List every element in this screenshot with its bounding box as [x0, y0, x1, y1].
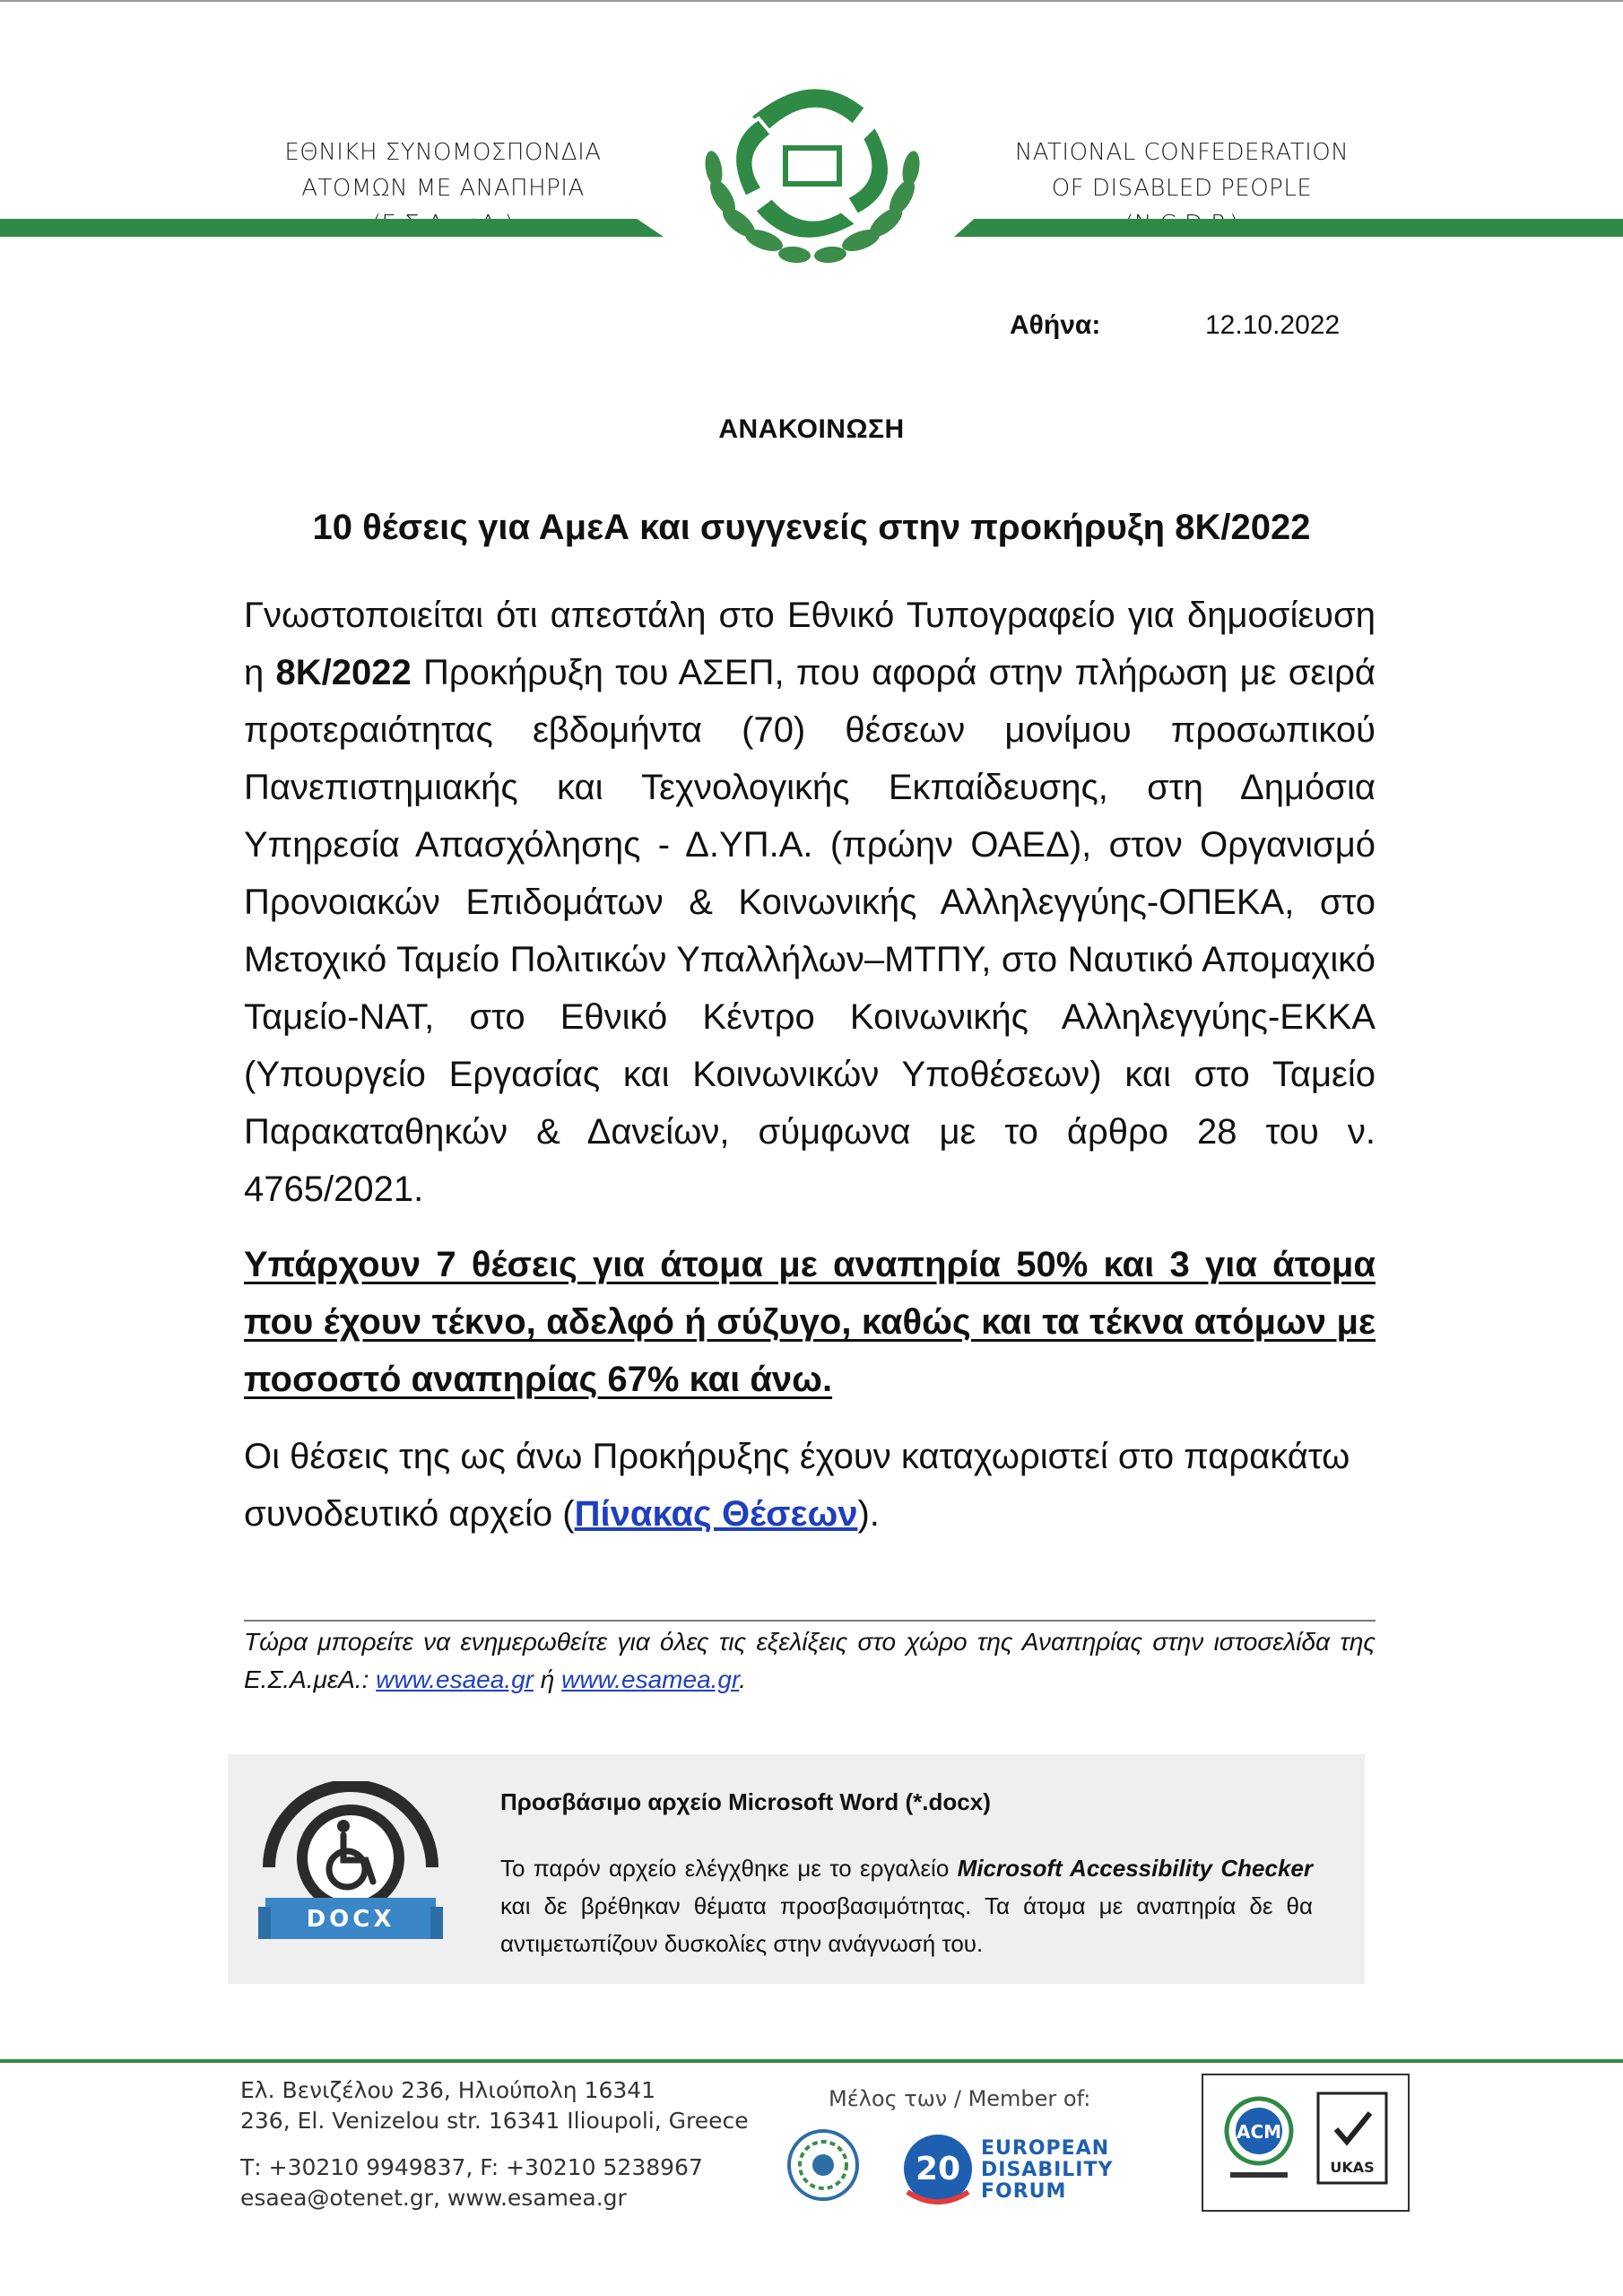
footer-phone-fax: Τ: +30210 9949837, F: +30210 5238967 [240, 2154, 703, 2180]
p1-text-start: Γνωστοποιείται ότι απεστάλη στο Εθνικό Τυπογραφείο για δημοσίευση η [244, 596, 1376, 692]
header-band-left [0, 219, 664, 237]
note-text-end: . [739, 1665, 747, 1693]
org-name-english-line1: NATIONAL CONFEDERATION [1014, 139, 1350, 166]
positions-table-link[interactable]: Πίνακας Θέσεων [574, 1494, 858, 1534]
european-disability-forum-logo [898, 2129, 1114, 2210]
announcement-label: ΑΝΑΚΟΙΝΩΣΗ [718, 414, 905, 444]
p1-text-end: Προκήρυξη του ΑΣΕΠ, που αφορά στην πλήρωση με σειρά προτεραιότητας εβδομήντα (70) θέσεων μονίμου προσωπικού Πανεπιστημιακής και Τεχνολογικής Εκπαίδευσης, στη Δημόσια Υπηρεσία Απασχόλησης - Δ.ΥΠ.Α. (πρώην ΟΑΕΔ), στον Οργανισμό Προνοιακών Επιδομάτων & Κοινωνικής Αλληλεγγύης-ΟΠΕΚΑ, στο Μετοχικό Ταμείο Πολιτικών Υπαλλήλων–ΜΤΠΥ, στο Ναυτικό Απομαχικό Ταμείο-ΝΑΤ, στο Εθνικό Κέντρο Κοινωνικής Αλληλεγγύης-ΕΚΚΑ (Υπουργείο Εργασίας και Κοινωνικών Υποθέσεων) και στο Ταμείο Παρακαταθηκών & Δανείων, σύμφωνα με το άρθρο 28 του ν. 4765/2021. [244, 653, 1376, 1209]
note-text-or: ή [534, 1665, 562, 1693]
esaea-link[interactable]: www.esaea.gr [376, 1665, 534, 1693]
org-name-english-line2: OF DISABLED PEOPLE [1051, 175, 1313, 202]
date-label: Αθήνα: [1010, 310, 1101, 340]
footer-address-english: 236, El. Venizelou str. 16341 Ilioupoli, Greece [240, 2108, 749, 2134]
edf-name-line3: FORUM [981, 2180, 1067, 2203]
accessibility-checker-name: Microsoft Accessibility Checker [957, 1855, 1313, 1882]
members-label: Μέλος των / Member of: [829, 2086, 1091, 2111]
headline: 10 θέσεις για ΑμεΑ και συγγενείς στην προκήρυξη 8Κ/2022 [312, 508, 1311, 547]
org-name-greek-line2: ΑΤΟΜΩΝ ΜΕ ΑΝΑΠΗΡΙΑ [301, 175, 585, 202]
accessibility-text-start: Το παρόν αρχείο ελέγχθηκε με το εργαλείο [500, 1855, 958, 1882]
certification-logos-icon [1203, 2075, 1408, 2210]
header-band-right [954, 219, 1623, 237]
note-text-start: Τώρα μπορείτε να ενημερωθείτε για όλες τις εξελίξεις στο χώρο της Αναπηρίας στην ιστοσελίδα της Ε.Σ.Α.μεΑ.: [244, 1628, 1376, 1693]
accessibility-text-end: και δε βρέθηκαν θέματα προσβασιμότητας. Τα άτομα με αναπηρία δε θα αντιμετωπίζουν δυσκολίες στην ανάγνωσή του. [500, 1892, 1313, 1957]
accessibility-text [500, 1849, 1313, 1962]
org-name-greek-line1: ΕΘΝΙΚΗ ΣΥΝΟΜΟΣΠΟΝΔΙΑ [284, 139, 602, 166]
date-value: 12.10.2022 [1205, 310, 1341, 340]
footer-email-web: esaea@otenet.gr, www.esamea.gr [240, 2185, 627, 2211]
body-paragraph-highlight: Υπάρχουν 7 θέσεις για άτομα με αναπηρία 50% και 3 για άτομα που έχουν τέκνο, αδελφό ή σύζυγο, καθώς και τα τέκνα ατόμων με ποσοστό αναπηρίας 67% και άνω. [244, 1245, 1376, 1399]
website-note [244, 1623, 1376, 1699]
docx-badge-label: DOCX [306, 1906, 395, 1933]
top-border [0, 0, 1623, 2]
wheelchair-accessibility-icon [258, 1781, 443, 1952]
edf-name-line2: DISABILITY [981, 2159, 1114, 2181]
edf-number: 20 [915, 2151, 961, 2187]
footer-divider [0, 2059, 1623, 2063]
body-paragraph-3 [244, 1428, 1376, 1543]
note-divider [244, 1620, 1376, 1622]
acm-label: ACM [1236, 2121, 1282, 2143]
accessibility-title: Προσβάσιμο αρχείο Microsoft Word (*.docx) [500, 1788, 991, 1815]
esamea-link[interactable]: www.esamea.gr [561, 1665, 740, 1693]
member-org-seal-icon [785, 2127, 861, 2203]
edf-name-line1: EUROPEAN [981, 2137, 1110, 2160]
p3-text-start: Οι θέσεις της ως άνω Προκήρυξης έχουν καταχωριστεί στο παρακάτω συνοδευτικό αρχείο ( [244, 1437, 1350, 1534]
p1-notice-code: 8Κ/2022 [275, 653, 412, 692]
p3-text-end: ). [857, 1494, 880, 1534]
body-paragraph-1 [244, 587, 1376, 1218]
footer-address-greek: Ελ. Βενιζέλου 236, Ηλιούπολη 16341 [240, 2077, 656, 2103]
certification-box [1202, 2074, 1410, 2212]
clasped-hands-wreath-logo [687, 63, 938, 269]
ukas-label: UKAS [1330, 2159, 1375, 2176]
